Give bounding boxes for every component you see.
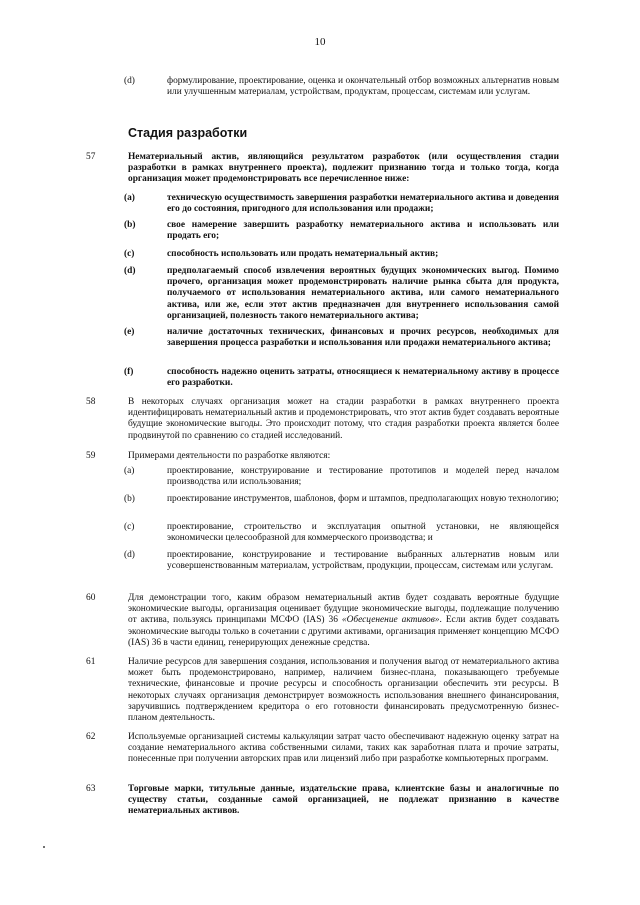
item-label: (c) bbox=[124, 249, 135, 259]
paragraph-number: 62 bbox=[86, 732, 96, 742]
page-number: 10 bbox=[314, 36, 326, 48]
paragraph-number: 59 bbox=[86, 451, 96, 461]
standard-title: «Обесценение активов» bbox=[341, 615, 440, 626]
scan-speck bbox=[43, 846, 45, 848]
item-text: техническую осуществимость завершения разработки нематериального актива и доведения его до состояния, пригодного для использования или продажи; bbox=[167, 193, 559, 215]
paragraph-number: 60 bbox=[86, 593, 96, 603]
item-label: (d) bbox=[124, 76, 135, 86]
paragraph-text: Нематериальный актив, являющийся результатом разработок (или осуществления стадии разработки в рамках внутреннего проекта), подлежит признанию тогда и только тогда, когда организация может продемонстрировать все перечисленное ниже: bbox=[128, 152, 559, 185]
text-segment: Для демонстрации того, каким образом нематериальный актив будет создавать вероятные будущие экономические выгоды, организация оценивает будущие экономические выгоды, подлежащие получению от актива, пользуясь принципами МСФО (IAS) 36 bbox=[128, 593, 559, 626]
item-label: (d) bbox=[124, 266, 136, 276]
paragraph-text: В некоторых случаях организация может на стадии разработки в рамках внутреннего проекта идентифицировать нематериальный актив и продемонстрировать, что этот актив будет создавать вероятные будущие экономические выгоды. Это происходит потому, что стадия разработки проекта является более продвинутой по сравнению со стадией исследований. bbox=[128, 397, 559, 441]
paragraph-number: 61 bbox=[86, 657, 96, 667]
paragraph-text: Используемые организацией системы калькуляции затрат часто обеспечивают надежную оценку затрат на создание нематериального актива собственными силами, таких как заработная плата и прочие затраты, понесенные при получении авторских прав или лицензий либо при разработке компьютерных программ. bbox=[128, 732, 559, 765]
item-label: (d) bbox=[124, 550, 135, 560]
text-segment: . Если актив будет создавать экономические выгоды только в сочетании с другими активами, организация применяет концепцию МСФО (IAS) 36 в части единиц, генерирующих денежные средства. bbox=[128, 615, 559, 648]
paragraph-text: Наличие ресурсов для завершения создания, использования и получения выгод от нематериального актива может быть продемонстрировано, например, наличием бизнес-плана, показывающего требуемые технические, финансовые и прочие ресурсы и способность организации обеспечить эти ресурсы. В некоторых случаях организация демонстрирует возможность использования внешнего финансирования, заручившись подтверждением кредитора о его готовности финансировать предусмотренную бизнес-планом деятельность. bbox=[128, 657, 559, 724]
item-label: (b) bbox=[124, 494, 135, 504]
item-text: проектирование, конструирование и тестирование выбранных альтернатив новым или усовершенствованным материалам, устройствам, продукции, процессам, системам или услугам. bbox=[167, 550, 559, 572]
item-text: наличие достаточных технических, финансовых и прочих ресурсов, необходимых для завершения процесса разработки и использования или продажи нематериального актива; bbox=[167, 327, 559, 349]
paragraph-number: 57 bbox=[86, 152, 96, 162]
paragraph-text bbox=[128, 593, 559, 649]
item-label: (e) bbox=[124, 327, 135, 337]
item-text: проектирование инструментов, шаблонов, форм и штампов, предполагающих новую технологию; bbox=[167, 494, 559, 504]
item-label: (a) bbox=[124, 466, 135, 476]
paragraph-number: 58 bbox=[86, 397, 96, 407]
paragraph-number: 63 bbox=[86, 784, 96, 794]
paragraph-text: Торговые марки, титульные данные, издательские права, клиентские базы и аналогичные по существу статьи, созданные самой организацией, не подлежат признанию в качестве нематериальных активов. bbox=[128, 784, 559, 817]
item-text: свое намерение завершить разработку нематериального актива и использовать или продать его; bbox=[167, 220, 559, 242]
paragraph-text: Примерами деятельности по разработке являются: bbox=[128, 451, 331, 461]
item-label: (c) bbox=[124, 522, 135, 532]
item-text: способность использовать или продать нематериальный актив; bbox=[167, 249, 439, 259]
item-text: предполагаемый способ извлечения вероятных будущих экономических выгод. Помимо прочего, организация может продемонстрировать наличие рынка сбыта для продукта, получаемого от использования нематериального актива, или самого нематериального актива, или же, если этот актив предназначен для внутреннего использования самой организацией, полезность такого нематериального актива; bbox=[167, 266, 559, 321]
item-text: способность надежно оценить затраты, относящиеся к нематериальному активу в процессе его разработки. bbox=[167, 367, 559, 389]
section-heading: Стадия разработки bbox=[128, 126, 248, 140]
item-label: (a) bbox=[124, 193, 135, 203]
item-text: формулирование, проектирование, оценка и окончательный отбор возможных альтернатив новым или улучшенным материалам, устройствам, продуктам, процессам, системам или услугам. bbox=[167, 76, 559, 98]
item-text: проектирование, строительство и эксплуатация опытной установки, не являющейся экономически целесообразной для коммерческого производства; и bbox=[167, 522, 559, 544]
item-label: (f) bbox=[124, 367, 134, 377]
item-label: (b) bbox=[124, 220, 136, 230]
item-text: проектирование, конструирование и тестирование прототипов и моделей перед началом производства или использования; bbox=[167, 466, 559, 488]
